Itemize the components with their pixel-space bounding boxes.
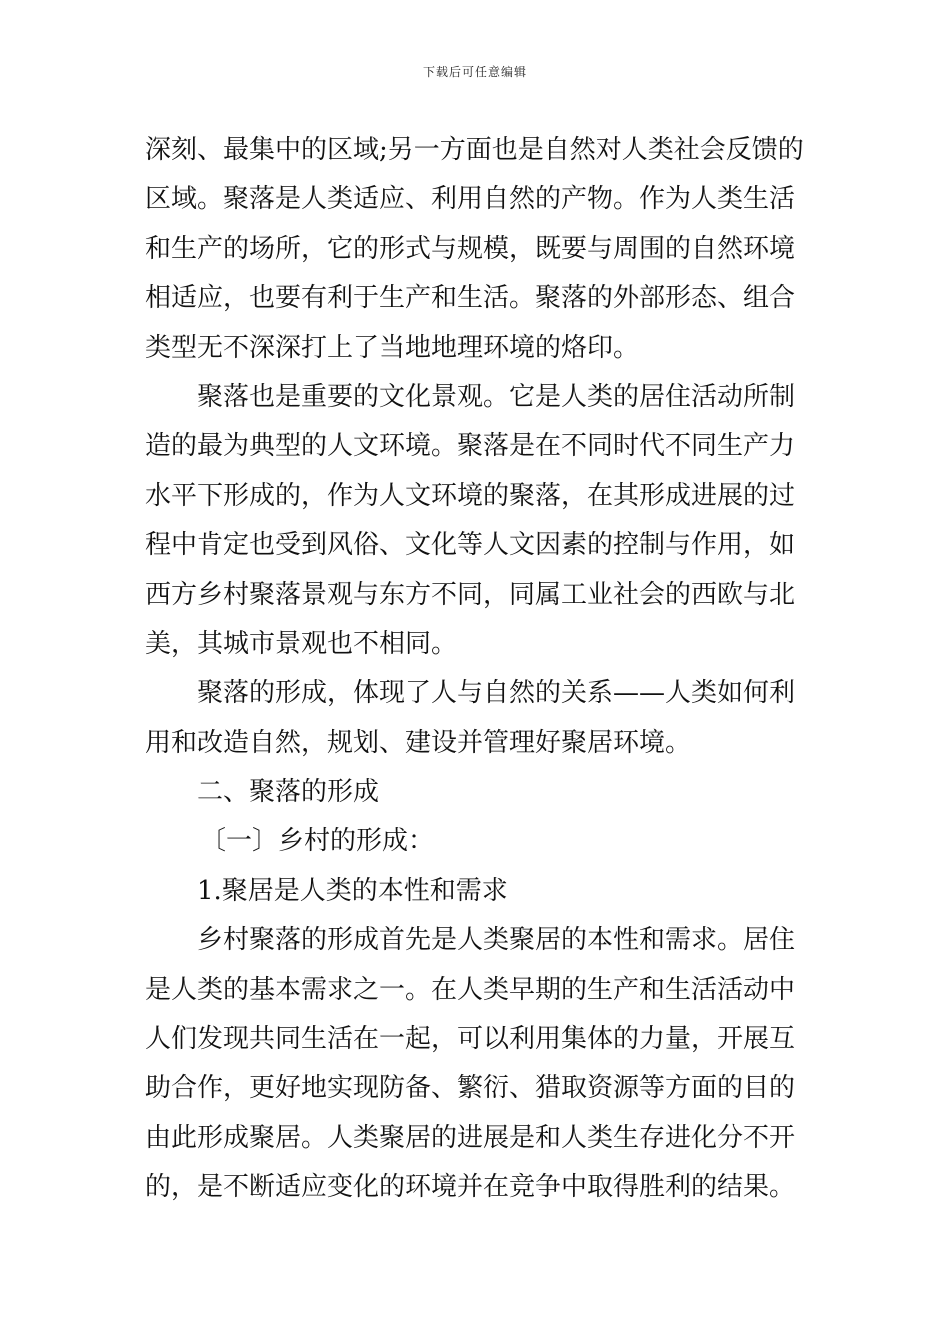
text-line: 是人类的基本需求之一。在人类早期的生产和生活活动中 (145, 974, 796, 1005)
numbered-heading: 1.聚居是人类的本性和需求 (197, 875, 508, 906)
text-line: 的，是不断适应变化的环境并在竞争中取得胜利的结果。 (145, 1172, 796, 1203)
text-line: 西方乡村聚落景观与东方不同，同属工业社会的西欧与北 (145, 579, 796, 610)
page-header: 下载后可任意编辑 (422, 65, 527, 79)
text-line: 由此形成聚居。人类聚居的进展是和人类生存进化分不开 (145, 1122, 796, 1153)
text-line: 相适应，也要有利于生产和生活。聚落的外部形态、组合 (145, 283, 796, 314)
text-line: 和生产的场所，它的形式与规模，既要与周围的自然环境 (145, 233, 796, 264)
subsection-heading: 〔一〕乡村的形成： (200, 826, 435, 857)
text-line: 类型无不深深打上了当地地理环境的烙印。 (145, 332, 640, 363)
text-line: 水平下形成的，作为人文环境的聚落，在其形成进展的过 (145, 480, 796, 511)
text-line: 区域。聚落是人类适应、利用自然的产物。作为人类生活 (145, 184, 796, 215)
text-line: 用和改造自然，规划、建设并管理好聚居环境。 (145, 727, 692, 758)
text-line: 程中肯定也受到风俗、文化等人文因素的控制与作用，如 (145, 530, 796, 561)
paragraph-start-line: 聚落的形成，体现了人与自然的关系——人类如何利 (197, 678, 796, 709)
text-line: 助合作，更好地实现防备、繁衍、猎取资源等方面的目的 (145, 1073, 796, 1104)
text-line: 深刻、最集中的区域;另一方面也是自然对人类社会反馈的 (145, 135, 804, 165)
document-body (145, 126, 810, 1213)
paragraph-start-line: 乡村聚落的形成首先是人类聚居的本性和需求。居住 (197, 925, 796, 956)
section-heading: 二、聚落的形成 (197, 777, 380, 808)
text-line: 人们发现共同生活在一起，可以利用集体的力量，开展互 (145, 1024, 796, 1055)
text-line: 美，其城市景观也不相同。 (145, 628, 458, 659)
paragraph-start-line: 聚落也是重要的文化景观。它是人类的居住活动所制 (197, 381, 796, 412)
text-line: 造的最为典型的人文环境。聚落是在不同时代不同生产力 (145, 431, 796, 462)
